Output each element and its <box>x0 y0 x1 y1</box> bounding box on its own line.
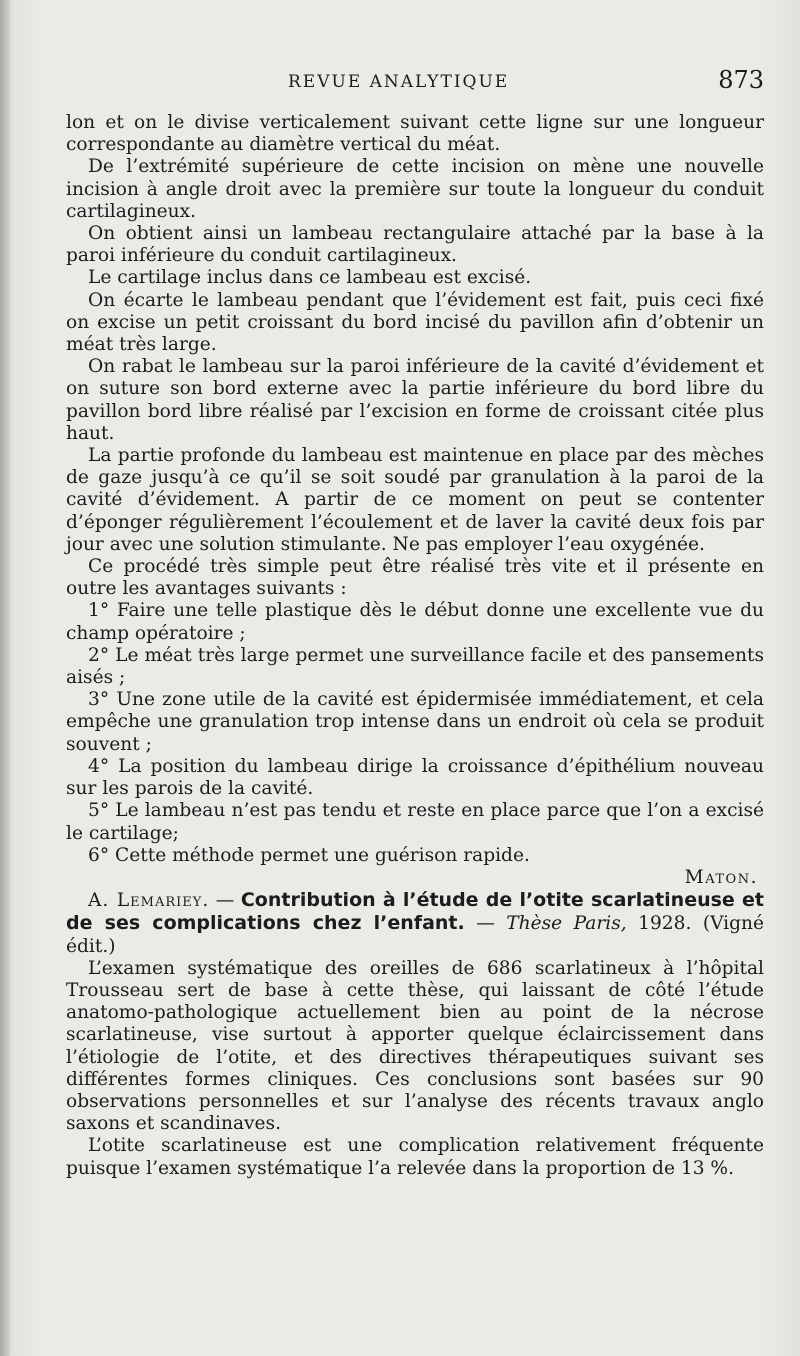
list-item: 2° Le méat très large permet une surveillance facile et des pansements aisés ; <box>66 644 764 689</box>
bibliographic-reference <box>66 889 764 958</box>
paragraph: On écarte le lambeau pendant que l’évidement est fait, puis ceci fixé on excise un petit croissant du bord incisé du pavillon afin d’obtenir un méat très large. <box>66 289 764 356</box>
author-name: A. Lemariey. <box>88 890 210 912</box>
running-title: REVUE ANALYTIQUE <box>288 72 510 92</box>
page-number: 873 <box>718 66 764 94</box>
list-item: 4° La position du lambeau dirige la croissance d’épithélium nouveau sur les parois de la cavité. <box>66 755 764 800</box>
separator-dash: — <box>209 890 241 912</box>
paragraph: L’otite scarlatineuse est une complication relativement fréquente puisque l’examen systématique l’a relevée dans la proportion de 13 %. <box>66 1135 764 1179</box>
paragraph: L’examen systématique des oreilles de 686 scarlatineux à l’hôpital Trousseau sert de base à cette thèse, qui laissant de côté l’étude anatomo-pathologique actuellement bien au point de la nécrose scarlatineuse, vise surtout à apporter quelque éclaircissement dans l’étiologie de l’otite, et des directives thérapeutiques suivant ses différentes formes cliniques. Ces conclusions sont basées sur 90 observations personnelles et sur l’analyse des récents travaux anglo saxons et scandinaves. <box>66 957 764 1135</box>
paragraph: Le cartilage inclus dans ce lambeau est excisé. <box>88 267 532 289</box>
article-title: Contribution à l’étude de l’otite scarlatineuse et de ses complications chez l’enfant. <box>66 889 764 935</box>
publication-info: 1928. (Vigné édit.) <box>66 913 765 957</box>
list-item: 6° Cette méthode permet une guérison rapide. <box>88 844 530 866</box>
book-spine-shadow <box>0 0 10 1356</box>
paragraph: Ce procédé très simple peut être réalisé très vite et il présente en outre les avantages suivants : <box>66 556 764 600</box>
article-maton <box>66 112 764 889</box>
page-body <box>66 112 764 1180</box>
article-lemariey <box>66 889 764 1180</box>
paragraph: On obtient ainsi un lambeau rectangulaire attaché par la base à la paroi inférieure du conduit cartilagineux. <box>66 223 764 267</box>
thesis-label: Thèse Paris, <box>506 913 627 935</box>
paragraph: De l’extrémité supérieure de cette incision on mène une nouvelle incision à angle droit avec la première sur toute la longueur du conduit cartilagineux. <box>66 156 764 222</box>
list-item: 3° Une zone utile de la cavité est épidermisée immédiatement, et cela empêche une granulation trop intense dans un endroit où cela se produit souvent ; <box>66 689 764 755</box>
paragraph: lon et on le divise verticalement suivant cette ligne sur une longueur correspondante au diamètre vertical du méat. <box>66 112 764 156</box>
list-item: 1° Faire une telle plastique dès le début donne une excellente vue du champ opératoire ; <box>66 600 764 644</box>
list-item: 5° Le lambeau n’est pas tendu et reste en place parce que l’on a excisé le cartilage; <box>66 800 764 844</box>
paragraph: On rabat le lambeau sur la paroi inférieure de la cavité d’évidement et on suture son bord externe avec la partie inférieure du bord libre du pavillon bord libre réalisé par l’excision en forme de croissant citée plus haut. <box>66 356 764 444</box>
running-header <box>66 66 764 96</box>
separator-dash: — <box>464 913 507 935</box>
paragraph: La partie profonde du lambeau est maintenue en place par des mèches de gaze jusqu’à ce qu’il se soit soudé par granulation à la paroi de la cavité d’évidement. A partir de ce moment on peut se contenter d’éponger régulièrement l’écoulement et de laver la cavité deux fois par jour avec une solution stimulante. Ne pas employer l’eau oxygénée. <box>66 445 764 555</box>
reviewer-signature: Maton. <box>684 866 758 888</box>
